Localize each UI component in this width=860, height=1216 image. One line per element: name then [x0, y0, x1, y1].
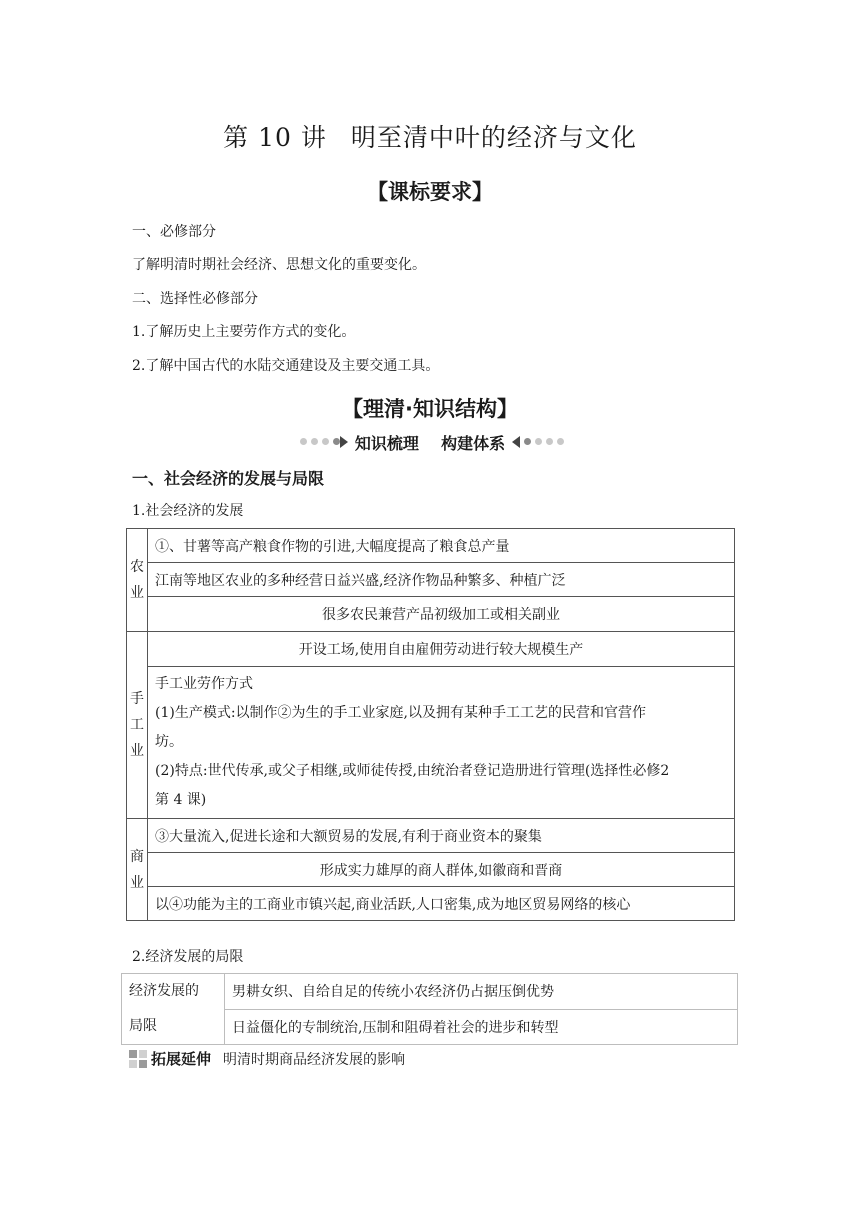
table-row: [127, 819, 735, 853]
table-cell: 男耕女织、自给自足的传统小农经济仍占据压倒优势: [225, 974, 738, 1010]
part1-heading: 一、必修部分: [132, 224, 216, 240]
text-line: 坊。: [155, 734, 183, 750]
curriculum-heading: 【课标要求】: [367, 180, 493, 204]
extension-tag: 拓展延伸: [151, 1050, 212, 1068]
table-cell-multiline: [148, 667, 735, 819]
table-row: [127, 632, 735, 667]
table-row: [127, 667, 735, 819]
economy-development-table: [126, 528, 735, 921]
banner-dots-right: [524, 438, 564, 445]
table-row: [127, 853, 735, 887]
extension-text: 明清时期商品经济发展的影响: [223, 1051, 406, 1068]
extension-block: [129, 1048, 405, 1069]
table-row: [127, 597, 735, 632]
table-cell: 以④功能为主的工商业市镇兴起,商业活跃,人口密集,成为地区贸易网络的核心: [148, 887, 735, 921]
text-line: 第 4 课): [155, 792, 207, 808]
part1-text: 了解明清时期社会经济、思想文化的重要变化。: [132, 257, 426, 273]
lecture-number: 第 10 讲: [223, 123, 327, 152]
section1-sub1: 1.社会经济的发展: [132, 503, 244, 519]
label-line: 经济发展的: [129, 983, 199, 999]
lecture-topic: 明至清中叶的经济与文化: [350, 123, 637, 152]
part2-item1: 1.了解历史上主要劳作方式的变化。: [132, 324, 356, 340]
text-line: (2)特点:世代传承,或父子相继,或师徒传授,由统治者登记造册进行管理(选择性必修2: [155, 763, 670, 779]
section1-heading: 一、社会经济的发展与局限: [132, 469, 325, 488]
section-banner: [0, 429, 860, 455]
structure-heading: 【理清·知识结构】: [342, 397, 518, 421]
part2-heading: 二、选择性必修部分: [132, 291, 258, 307]
label-line: 局限: [129, 1018, 157, 1034]
text-line: (1)生产模式:以制作②为生的手工业家庭,以及拥有某种手工工艺的民营和官营作: [155, 705, 646, 721]
category-handicraft: 手 工 业: [127, 632, 148, 819]
economy-limitation-table: [121, 973, 738, 1045]
text-line: 手工业劳作方式: [155, 676, 253, 692]
extension-grid-icon: [129, 1050, 147, 1068]
limitation-label: [122, 974, 225, 1045]
table-row: [122, 974, 738, 1010]
table-row: [127, 887, 735, 921]
page-title: [0, 118, 860, 154]
banner-arrow-left-icon: [512, 436, 520, 448]
table-cell: 开设工场,使用自由雇佣劳动进行较大规模生产: [148, 632, 735, 667]
table-cell: ③大量流入,促进长途和大额贸易的发展,有利于商业资本的聚集: [148, 819, 735, 853]
table-cell: 很多农民兼营产品初级加工或相关副业: [148, 597, 735, 632]
banner-text: 知识梳理 构建体系: [354, 434, 506, 453]
category-agriculture: 农 业: [127, 529, 148, 632]
category-commerce: 商 业: [127, 819, 148, 921]
table-row: [127, 563, 735, 597]
part2-item2: 2.了解中国古代的水陆交通建设及主要交通工具。: [132, 358, 440, 374]
section1-sub2: 2.经济发展的局限: [132, 949, 244, 965]
table-cell: ①、甘薯等高产粮食作物的引进,大幅度提高了粮食总产量: [148, 529, 735, 563]
table-cell: 江南等地区农业的多种经营日益兴盛,经济作物品种繁多、种植广泛: [148, 563, 735, 597]
table-row: [127, 529, 735, 563]
table-cell: 形成实力雄厚的商人群体,如徽商和晋商: [148, 853, 735, 887]
table-cell: 日益僵化的专制统治,压制和阻碍着社会的进步和转型: [225, 1009, 738, 1045]
